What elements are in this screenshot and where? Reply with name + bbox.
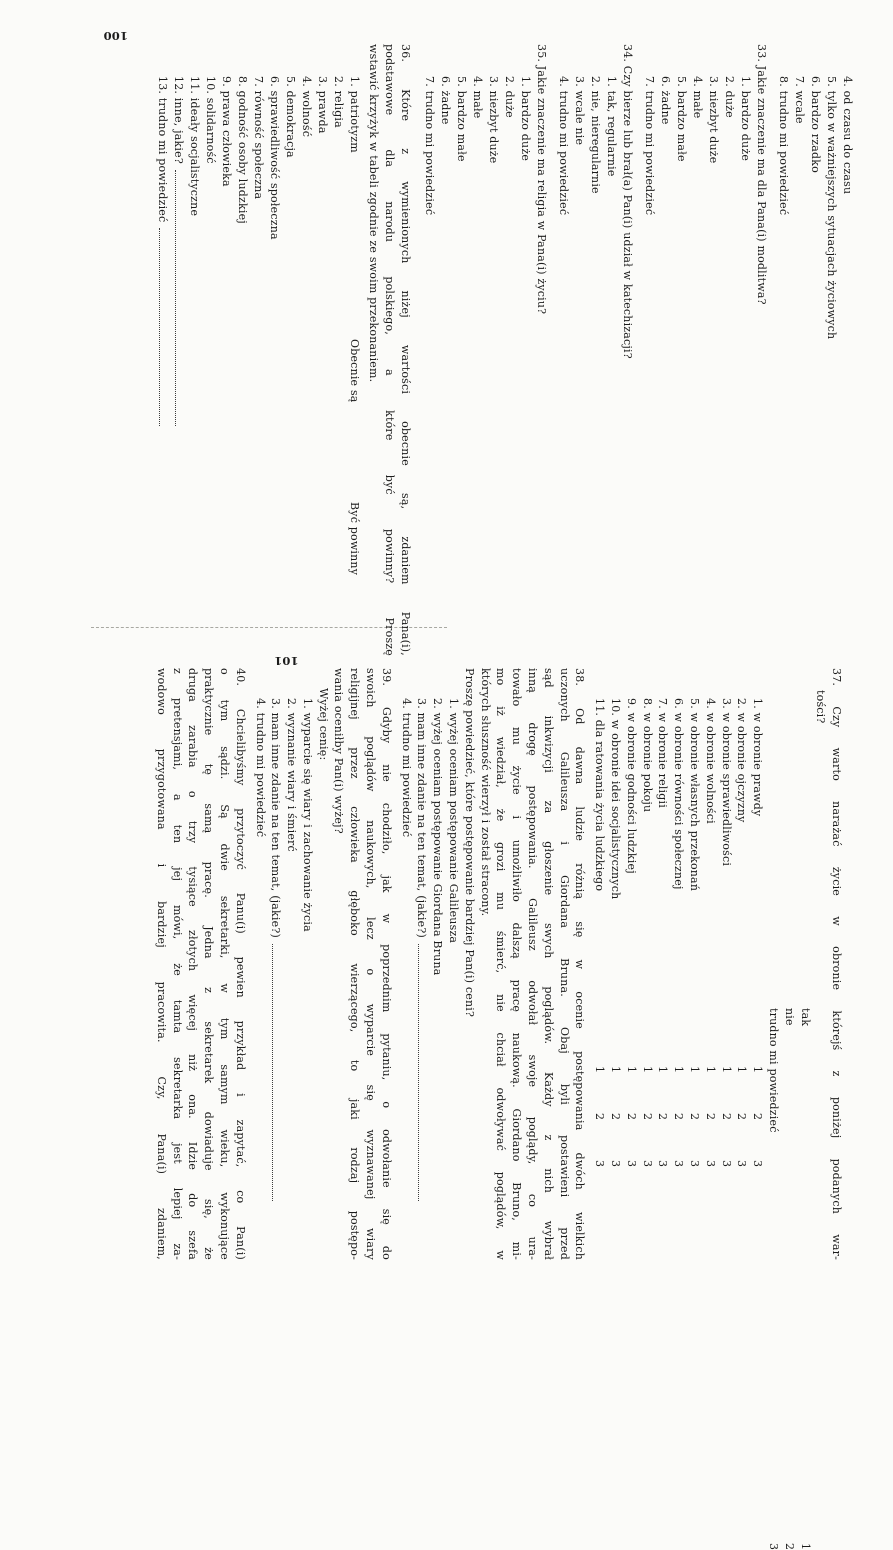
question-text-line <box>508 668 524 1260</box>
line-text: religijnej przez człowieka głęboko wierzącego, to jaki rodzaj postępo- <box>348 668 362 1260</box>
answer-code: 3 <box>672 1160 686 1168</box>
question-text-line <box>461 668 477 1260</box>
line-text: 7. wcale <box>793 76 806 124</box>
dotted-leader <box>272 944 273 1201</box>
line-text: 11. ideały socjalistyczne <box>188 76 201 217</box>
answer-option-line <box>823 76 839 656</box>
line-text: 6. bardzo rzadko <box>809 76 822 173</box>
line-text: 3. niezbyt duże <box>487 76 500 164</box>
question-line <box>378 668 394 1260</box>
line-text: 4. małe <box>691 76 704 119</box>
answer-option-line <box>673 76 689 656</box>
line-text: trudno mi powiedzieć <box>767 1008 781 1133</box>
line-text: 1. patriotyzm <box>348 76 361 153</box>
question-text-line <box>185 668 201 1260</box>
answer-option-line <box>445 698 461 1260</box>
answer-code: 1 <box>719 1066 733 1074</box>
line-text: 8. trudno mi powiedzieć <box>777 76 790 216</box>
question-text-line <box>524 668 540 1260</box>
line-text: z pretensjami, a ten jej mówi, że tamta sekretarka jest lepiej za- <box>170 668 184 1260</box>
table-column-header: Być powinny <box>348 502 361 576</box>
line-text: 2. w obronie ojczyzny <box>735 698 749 823</box>
answer-option-line <box>702 698 718 1260</box>
line-text: 8. w obronie pokoju <box>640 698 654 813</box>
line-text: których słuszność wierzył i został stracony. <box>478 668 492 917</box>
answer-option-line <box>234 76 250 656</box>
answer-code: 1 <box>640 1066 654 1074</box>
line-text: 4. wolność <box>300 76 313 138</box>
line-text: 1. tak, regularnie <box>605 76 618 177</box>
answer-code: 2 <box>688 1113 702 1121</box>
answer-option-line <box>282 76 298 656</box>
question-text-line <box>347 668 363 1260</box>
answer-option-line <box>252 698 268 1260</box>
line-text: swoich poglądów naukowych, lecz o wyparcie się wyznawanej wiary <box>364 668 378 1260</box>
answer-option-line <box>298 76 314 656</box>
answer-option-line <box>437 76 453 656</box>
answer-option-line <box>250 76 266 656</box>
line-text: wania oceniłby Pan(i) wyżej? <box>332 668 346 834</box>
line-text: 5. bardzo małe <box>455 76 468 162</box>
answer-code: 1 <box>593 1066 607 1074</box>
answer-code: 1 <box>735 1066 749 1074</box>
line-text: 2. wyznanie wiary i śmierć <box>285 698 299 852</box>
answer-option-line <box>485 76 501 656</box>
answer-option-line <box>603 76 619 656</box>
line-text: 4. trudno mi powiedzieć <box>557 76 570 216</box>
page-number <box>270 652 862 668</box>
answer-option-line <box>330 76 346 656</box>
answer-option-line <box>705 76 721 656</box>
line-text: mo iż wiedział, że grozi mu śmierć, nie chciał odwoływać poglądów, w <box>494 668 508 1260</box>
answer-option-line <box>657 76 673 656</box>
line-text: 7. równość społeczna <box>252 76 265 200</box>
question-text-line <box>540 668 556 1260</box>
answer-code: 2 <box>703 1113 717 1121</box>
line-text: 5. tylko w ważniejszych sytuacjach życiowych <box>825 76 838 340</box>
line-text: Proszę powiedzieć, które postępowanie bardziej Pan(i) ceni? <box>462 668 476 1018</box>
line-text: towało mu życie i umożliwiło dalszą pracę naukową. Giordano Bruno, mi- <box>510 668 524 1260</box>
answer-code: 2 <box>640 1113 654 1121</box>
answer-option-line <box>283 698 299 1260</box>
answer-option-line <box>186 76 202 656</box>
line-text: 9. prawa człowieka <box>220 76 233 187</box>
answer-option-line <box>749 698 765 1260</box>
question-line <box>828 668 844 1260</box>
answer-option-line <box>737 76 753 656</box>
answer-code: 2 <box>656 1113 670 1121</box>
question-line <box>753 44 769 656</box>
answer-code: 3 <box>751 1160 765 1168</box>
answer-code: 1 <box>656 1066 670 1074</box>
line-text: 6. w obronie równości społecznej <box>672 698 686 890</box>
line-text: 12. inne, jakie? <box>172 76 185 164</box>
line-text: 9. w obronie godności ludzkiej <box>624 698 638 874</box>
table-column-header: Obecnie są <box>348 339 361 403</box>
line-text: 100 <box>103 29 128 43</box>
line-text: 4. trudno mi powiedzieć <box>399 698 413 838</box>
line-text: 1. w obronie prawdy <box>751 698 765 817</box>
question-line <box>572 668 588 1260</box>
line-text: 7. w obronie religii <box>656 698 670 808</box>
answer-code: 1 <box>624 1066 638 1074</box>
line-text: 4. w obronie wolności <box>703 698 717 824</box>
answer-option-line <box>591 698 607 1260</box>
answer-option-line <box>414 698 430 1203</box>
question-text-line <box>216 668 232 1260</box>
line-text: 7. trudno mi powiedzieć <box>643 76 656 216</box>
line-text: 2. religia <box>332 76 345 128</box>
question-text-line <box>169 668 185 1260</box>
answer-option-line <box>721 76 737 656</box>
line-text: wodowo przygotowana i bardziej pracowita. Czy, Pana(i) zdaniem, <box>154 668 168 1260</box>
question-text-line <box>365 44 381 656</box>
line-text: 3. mam inne zdanie na ten temat, (jakie?) <box>269 698 283 938</box>
question-text-line <box>556 668 572 1260</box>
answer-code: 2 <box>609 1113 623 1121</box>
line-text: 7. trudno mi powiedzieć <box>423 76 436 216</box>
answer-option-line <box>781 1008 797 1550</box>
answer-code: 2 <box>751 1113 765 1121</box>
answer-option-line <box>266 76 282 656</box>
answer-code: 3 <box>656 1160 670 1168</box>
answer-option-line <box>641 76 657 656</box>
line-text: 33. Jakie znaczenie ma dla Pana(i) modlitwa? <box>755 44 768 305</box>
dotted-leader <box>159 228 160 426</box>
question-text-line <box>315 688 331 1260</box>
answer-code: 3 <box>735 1160 749 1168</box>
line-text: tości? <box>814 690 828 724</box>
answer-option-line <box>170 76 186 428</box>
answer-code: 1 <box>703 1066 717 1074</box>
answer-option-line <box>655 698 671 1260</box>
line-text: 6. żadne <box>659 76 672 125</box>
answer-option-line <box>314 76 330 656</box>
line-text: 13. trudno mi powiedzieć <box>156 76 169 223</box>
question-line <box>619 44 635 656</box>
line-text: 34. Czy bierze lub brał(a) Pan(i) udział w katechizacji? <box>621 44 634 359</box>
answer-option-line <box>555 76 571 656</box>
answer-option-line <box>218 76 234 656</box>
answer-option-line <box>775 76 791 656</box>
line-text: 8. godność osoby ludzkiej <box>236 76 249 224</box>
answer-code: 3 <box>609 1160 623 1168</box>
answer-code: 1 <box>751 1066 765 1074</box>
line-text: 11. dla ratowania życia ludzkiego <box>593 698 607 892</box>
line-text: Wyżej cenię: <box>316 688 330 761</box>
answer-option-line <box>689 76 705 656</box>
answer-option-line <box>718 698 734 1260</box>
answer-code: 3 <box>624 1160 638 1168</box>
line-text: 1. bardzo duże <box>739 76 752 162</box>
answer-option-line <box>734 698 750 1260</box>
line-text: tak <box>798 1008 812 1027</box>
answer-option-line <box>268 698 284 1203</box>
answer-code: 2 <box>624 1113 638 1121</box>
question-text-line <box>200 668 216 1260</box>
line-text: 1. wyparcie się wiary i zachowanie życia <box>300 698 314 932</box>
line-text: wstawić krzyżyk w tabeli zgodnie ze swoim przekonaniem. <box>367 44 380 383</box>
answer-option-line <box>202 76 218 656</box>
line-text: 101 <box>274 654 299 668</box>
page-101 <box>140 654 862 1550</box>
line-text: 2. wyżej oceniam postępowanie Giordana Bruna <box>431 698 445 976</box>
line-text: druga zarabia o trzy tysiące złotych więcej niż ona. Idzie do szefa <box>186 668 200 1260</box>
line-text: 4. małe <box>471 76 484 119</box>
answer-option-line <box>429 698 445 1260</box>
answer-option-line <box>398 698 414 1260</box>
answer-option-line <box>453 76 469 656</box>
answer-code: 2 <box>782 1543 796 1550</box>
question-text-line <box>381 44 397 656</box>
line-text: 3. w obronie sprawiedliwości <box>719 698 733 867</box>
answer-code: 1 <box>609 1066 623 1074</box>
answer-option-line <box>571 76 587 656</box>
question-line <box>232 668 248 1260</box>
question-line <box>397 44 413 656</box>
answer-code: 1 <box>688 1066 702 1074</box>
answer-code: 3 <box>703 1160 717 1168</box>
question-text-line <box>331 668 347 1260</box>
answer-code: 2 <box>593 1113 607 1121</box>
answer-code: 3 <box>688 1160 702 1168</box>
question-text-line <box>493 668 509 1260</box>
line-text: 5. w obronie własnych przekonań <box>688 698 702 892</box>
answer-option-line <box>791 76 807 656</box>
line-text: 35. Jakie znaczenie ma religia w Pana(i) życiu? <box>535 44 548 315</box>
answer-code: 3 <box>640 1160 654 1168</box>
line-text: 2. nie, nieregularnie <box>589 76 602 194</box>
answer-option-line <box>639 698 655 1260</box>
line-text: 3. wcale nie <box>573 76 586 146</box>
line-text: 38. Od dawna ludzie różnią się w ocenie postępowania dwóch wielkich <box>573 668 587 1260</box>
answer-option-line <box>670 698 686 1260</box>
answer-code: 3 <box>593 1160 607 1168</box>
answer-code: 2 <box>735 1113 749 1121</box>
dotted-leader <box>175 170 176 426</box>
page-number <box>0 28 128 44</box>
line-text: praktycznie tę samą pracę. Jedna z sekretarek dowiaduje się, że <box>202 668 216 1260</box>
question-text-line <box>813 690 829 1260</box>
line-text: 10. w obronie idei socjalistycznych <box>609 698 623 900</box>
question-text-line <box>153 668 169 1260</box>
answer-option-line <box>807 76 823 656</box>
answer-code: 2 <box>672 1113 686 1121</box>
line-text: 3. prawda <box>316 76 329 134</box>
page-100 <box>87 29 855 656</box>
dotted-leader <box>418 944 419 1201</box>
question-text-line <box>362 668 378 1260</box>
answer-option-line <box>517 76 533 656</box>
line-text: uczonych Galileusza i Giordana Bruna. Obaj byli postawieni przed <box>557 668 571 1260</box>
answer-code: 3 <box>719 1160 733 1168</box>
line-text: 4. od czasu do czasu <box>841 76 854 195</box>
line-text: 1. bardzo duże <box>519 76 532 162</box>
answer-option-line <box>623 698 639 1260</box>
line-text: 10. solidarność <box>204 76 217 164</box>
line-text: podstawowe dla narodu polskiego, a które być powinny? Proszę <box>383 44 396 656</box>
answer-code: 3 <box>767 1543 781 1550</box>
line-text: nie <box>782 1008 796 1026</box>
answer-code: 2 <box>719 1113 733 1121</box>
answer-option-line <box>346 76 362 656</box>
line-text: 2. duże <box>503 76 516 118</box>
answer-option-line <box>469 76 485 656</box>
answer-option-line <box>765 1008 781 1550</box>
answer-option-line <box>299 698 315 1260</box>
answer-option-line <box>686 698 702 1260</box>
answer-option-line <box>587 76 603 656</box>
line-text: 4. trudno mi powiedzieć <box>253 698 267 838</box>
line-text: 39. Gdyby nie chodziło, jak w poprzednim pytaniu, o odwołanie się do <box>379 668 393 1260</box>
line-text: 6. sprawiedliwość społeczna <box>268 76 281 240</box>
line-text: 3. niezbyt duże <box>707 76 720 164</box>
line-text: o tym sądzi. Są dwie sekretarki, w tym samym wieku, wykonujące <box>217 668 231 1260</box>
answer-code: 1 <box>672 1066 686 1074</box>
line-text: sąd inkwizycji za głoszenie swych poglądów. Każdy z nich wybrał <box>541 668 555 1260</box>
line-text: 3. mam inne zdanie na ten temat, (jakie?) <box>415 698 429 938</box>
answer-option-line <box>607 698 623 1260</box>
answer-option-line <box>501 76 517 656</box>
line-text: 37. Czy warto narażać życie w obronie którejś z poniżej podanych war- <box>830 668 844 1260</box>
answer-option-line <box>421 76 437 656</box>
line-text: 36. Które z wymienionych niżej wartości obecnie są, zdaniem Pana(i), <box>399 44 412 656</box>
line-text: inną drogę postępowania. Galileusz odwołał swoje poglądy, co ura- <box>526 668 540 1260</box>
answer-option-line <box>839 76 855 656</box>
line-text: 5. demokracja <box>284 76 297 158</box>
answer-option-line <box>797 1008 813 1550</box>
line-text: 2. duże <box>723 76 736 118</box>
question-line <box>533 44 549 656</box>
line-text: 5. bardzo małe <box>675 76 688 162</box>
answer-option-line <box>154 76 170 428</box>
question-text-line <box>477 668 493 1260</box>
line-text: 40. Chcielibyśmy przytoczyć Panu(i) pewien przykład i zapytać, co Pan(i) <box>233 668 247 1260</box>
line-text: 1. wyżej oceniam postępowanie Galileusza <box>447 698 461 944</box>
answer-code: 1 <box>798 1543 812 1550</box>
line-text: 6. żadne <box>439 76 452 125</box>
